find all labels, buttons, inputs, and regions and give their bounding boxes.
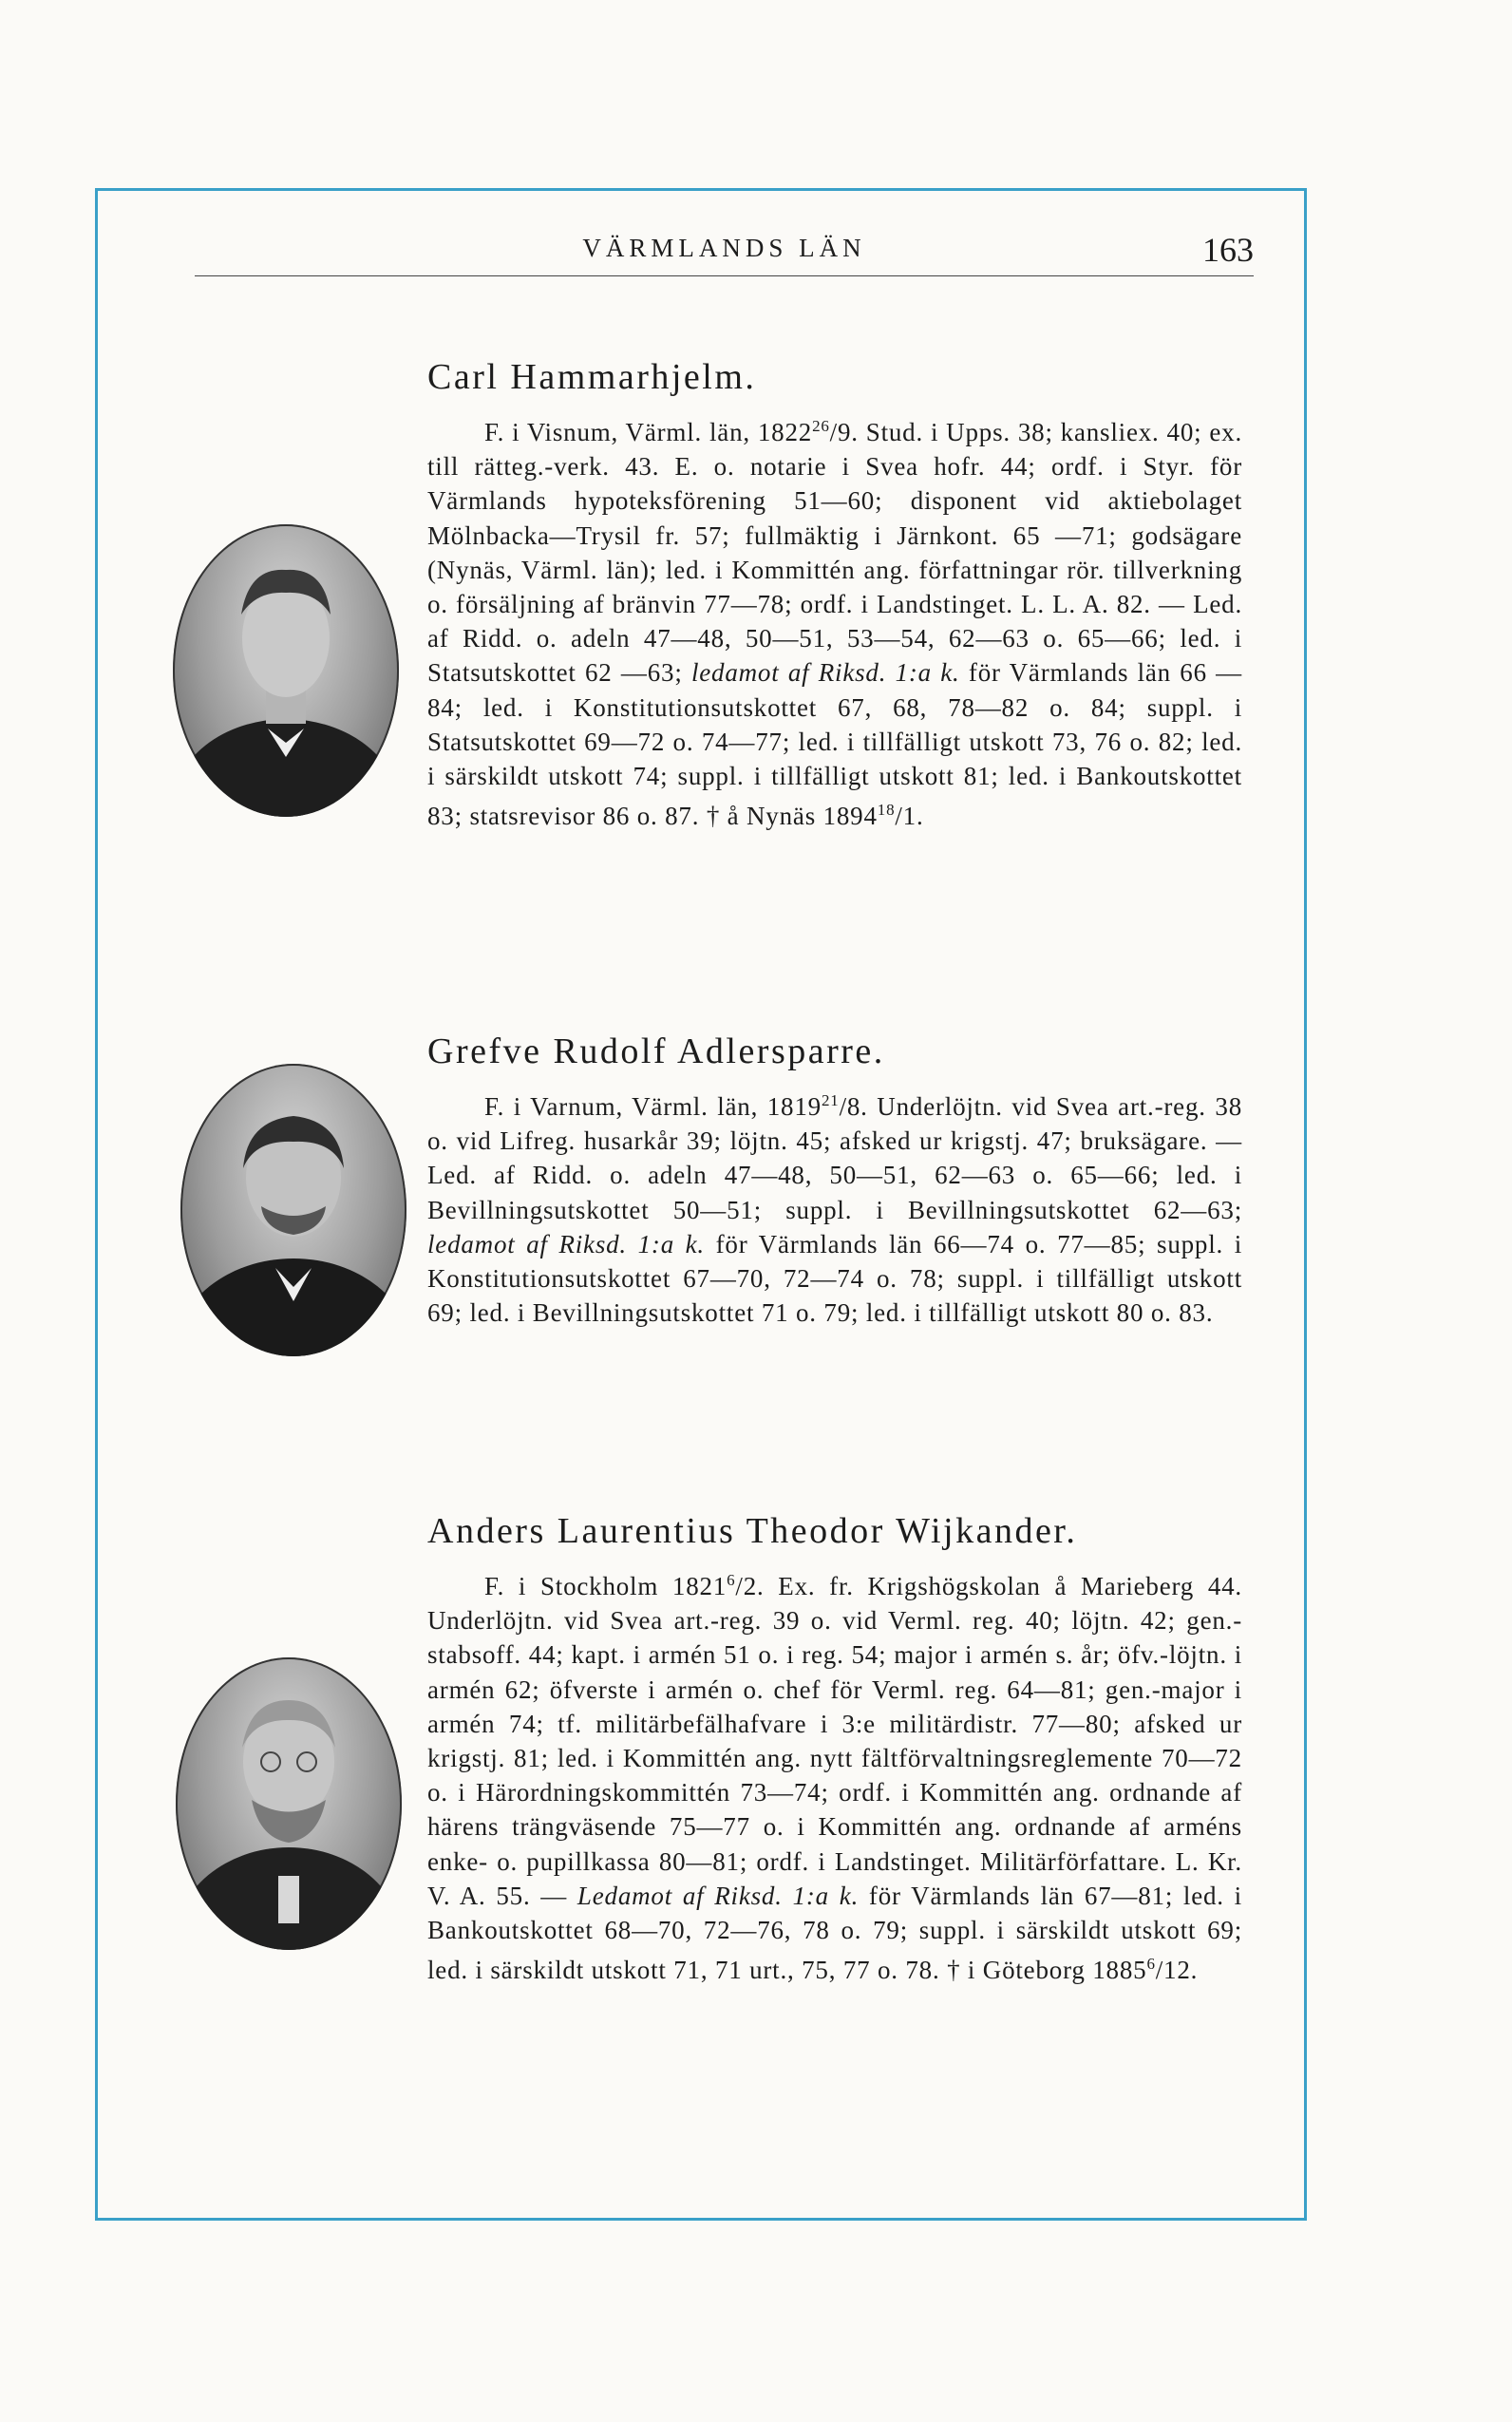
- entry-hammarhjelm: [427, 356, 1242, 833]
- date-superscript: 21: [821, 1091, 840, 1109]
- portrait-photo-icon: [176, 1657, 402, 1950]
- entry-name: Anders Laurentius Theodor Wijkander.: [427, 1511, 1078, 1551]
- entry-adlersparre: [427, 1031, 1242, 1330]
- portrait-photo-icon: [173, 524, 399, 817]
- date-superscript: 26: [812, 417, 830, 435]
- italic-phrase: ledamot af Riksd. 1:a k.: [690, 658, 960, 688]
- entry-name: Carl Hammarhjelm.: [427, 357, 757, 397]
- date-superscript: 6: [1146, 1955, 1156, 1974]
- portrait-photo-adlersparre: [180, 1064, 406, 1356]
- running-title: VÄRMLANDS LÄN: [582, 234, 866, 262]
- date-superscript: 6: [727, 1571, 736, 1589]
- entry-bio: F. i Varnum, Värml. län, 1819$^{21}$/8. Underlöjtn. vid Svea art.-reg. 38 o. vid Lifreg. husarkår 39; löjtn. 45; afsked ur krigstj. 47; bruksägare. — Led. af Ridd. o. adeln 47—48, 50—51, 62—63 o. 65—66; led. i Bevillningsutskottet 50—51; suppl. i Bevillningsutskottet 62—63; ledamot af Riksd. 1:a k. för Värmlands län 66—74 o. 77—85; suppl. i Konstitutionsutskottet 67—70, 72—74 o. 78; suppl. i tillfälligt utskott 69; led. i Bevillningsutskottet 71 o. 79; led. i tillfälligt utskott 80 o. 83.: [427, 1091, 1242, 1328]
- date-superscript: 18: [877, 801, 896, 820]
- entry-bio: F. i Stockholm 1821$^6$/2. Ex. fr. Krigshögskolan å Marieberg 44. Underlöjtn. vid Svea art.-reg. 39 o. vid Verml. reg. 40; löjtn. 42; gen.-stabsoff. 44; kapt. i armén 51 o. i reg. 54; major i armén s. år; öfv.-löjtn. i armén 62; öfverste i armén o. chef för Verml. reg. 64—81; gen.-major i armén 74; tf. militärbefälhafvare i 3:e militärdistr. 77—80; afsked ur krigstj. 81; led. i Kommittén ang. nytt fältförvaltningsreglemente 70—72 o. i Härordningskommittén 73—74; ordf. i Kommittén ang. ordnande af härens trängväsende 75—77 o. i Kommittén ang. ordnande af arméns enke- o. pupillkassa 80—81; ordf. i Landstinget. Militärförfattare. L. Kr. V. A. 55. — Ledamot af Riksd. 1:a k. för Värmlands län 67—81; led. i Bankoutskottet 68—70, 72—76, 78 o. 79; suppl. i särskildt utskott 69; led. i särskildt utskott 71, 71 urt., 75, 77 o. 78. † i Göteborg 1885$^6$/12.: [427, 1571, 1242, 1985]
- running-head: [195, 228, 1254, 276]
- italic-phrase: Ledamot af Riksd. 1:a k.: [576, 1881, 860, 1910]
- italic-phrase: ledamot af Riksd. 1:a k.: [427, 1229, 705, 1258]
- portrait-photo-icon: [180, 1064, 406, 1356]
- entry-name: Grefve Rudolf Adlersparre.: [427, 1031, 885, 1071]
- portrait-photo-wijkander: [176, 1657, 402, 1950]
- page-number: 163: [1202, 231, 1254, 269]
- entry-wijkander: [427, 1510, 1242, 1987]
- portrait-photo-hammarhjelm: [173, 524, 399, 817]
- entry-bio: F. i Visnum, Värml. län, 1822$^{26}$/9. Stud. i Upps. 38; kansliex. 40; ex. till rätteg.-verk. 43. E. o. notarie i Svea hofr. 44; ordf. i Styr. för Värmlands hypoteksförening 51—60; disponent vid aktiebolaget Mölnbacka—Trysil fr. 57; fullmäktig i Järnkont. 65 —71; godsägare (Nynäs, Värml. län); led. i Kommittén ang. författningar rör. tillverkning o. försäljning af bränvin 77—78; ordf. i Landstinget. L. L. A. 82. — Led. af Ridd. o. adeln 47—48, 50—51, 53—54, 62—63 o. 65—66; led. i Statsutskottet 62 —63; ledamot af Riksd. 1:a k. för Värmlands län 66 —84; led. i Konstitutionsutskottet 67, 68, 78—82 o. 84; suppl. i Statsutskottet 69—72 o. 74—77; led. i tillfälligt utskott 73, 76 o. 82; led. i särskildt utskott 74; suppl. i tillfälligt utskott 81; led. i Bankoutskottet 83; statsrevisor 86 o. 87. † å Nynäs 1894$^{18}$/1.: [427, 417, 1242, 831]
